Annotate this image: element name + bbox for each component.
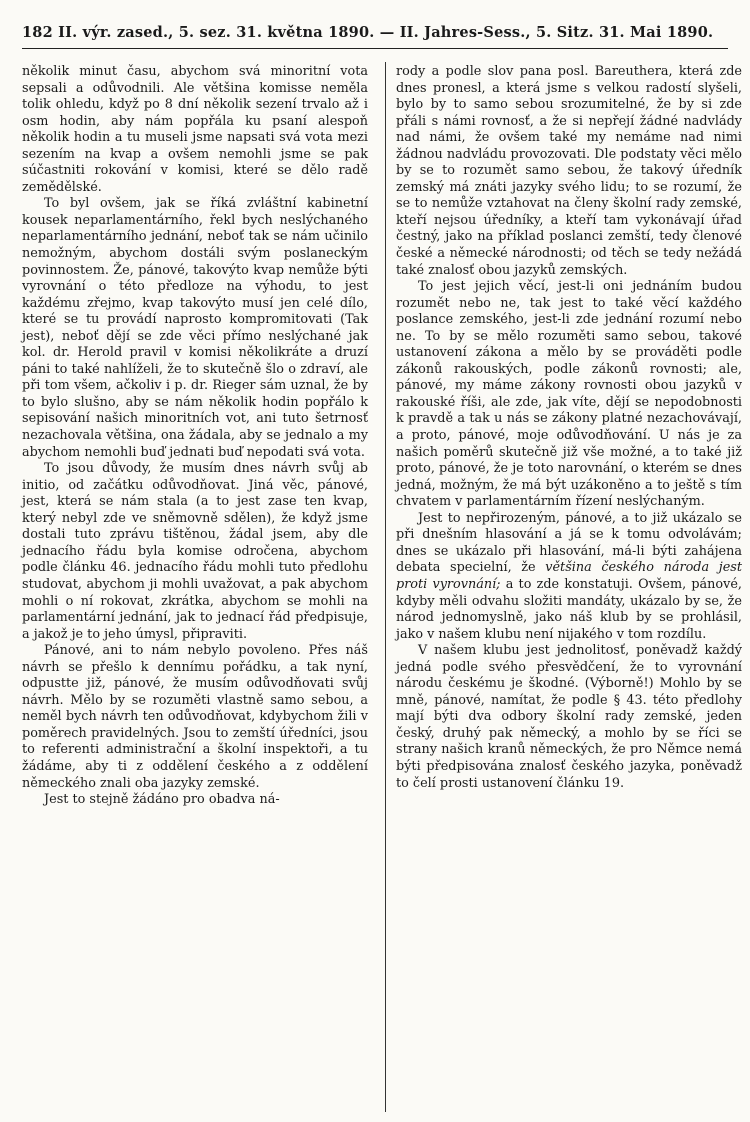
left-column xyxy=(22,64,368,809)
paragraph: V našem klubu jest jednolitosť, poněvadž každý jedná podle svého přesvědčení, že to vyrovnání národu českému je škodné. (Výborně!) Mohlo by se mně, pánové, namítat, že podle § 43. této předlohy mají býti dva odbory školní rady zemské, jeden český, druhý pak německý, a mohlo by se říci se strany našich kranů německých, že pro Němce nemá býti předpisována znalosť českého jazyka, poněvadž to čelí prosti ustanovení článku 19. xyxy=(396,643,742,791)
right-column xyxy=(396,64,742,792)
paragraph: To byl ovšem, jak se říká zvláštní kabinetní kousek neparlamentárního, řekl bych neslýchaného neparlamentárního jednání, neboť tak se nám učinilo nemožným, abychom dostáli svým poslaneckým povinnostem. Že, pánové, takovýto kvap nemůže býti vyrovnání o této předloze na výhodu, to jest každému zřejmo, kvap takovýto musí jen celé dílo, které se tu provádí naprosto kompromitovati (Tak jest), neboť dějí se zde věci přímo neslýchané jak kol. dr. Herold pravil v komisi několikráte a druzí páni to také nahlíželi, že to skutečně šlo o zdraví, ale při tom všem, ačkoliv i p. dr. Rieger sám uznal, že by to bylo slušno, aby se nám několik hodin popřálo k sepisování našich minoritních vot, ani tuto šetrnosť nezachovala většina, ona žádala, aby se jednalo a my abychom nemohli buď jednati buď nepodati svá vota. xyxy=(22,196,368,460)
paragraph: několik minut času, abychom svá minoritní vota sepsali a odůvodnili. Ale většina komisse neměla tolik ohledu, když po 8 dní několik sezení trvalo až i osm hodin, aby nám popřála ku psaní alespoň několik hodin a tu museli jsme napsati svá vota mezi sezením na kvap a ovšem nemohli jsme se pak súčastniti rokování v komisi, které se dělo radě zemědělské. xyxy=(22,64,368,195)
emphasized-text: většina českého národa jest proti vyrovnání; xyxy=(396,560,742,592)
paragraph: Pánové, ani to nám nebylo povoleno. Přes náš návrh se přešlo k dennímu pořádku, a tak nyní, odpustte již, pánové, že musím odůvodňovati svůj návrh. Mělo by se rozuměti vlastně samo sebou, a neměl bych návrh ten odůvodňovat, kdybychom žili v poměrech pravidelných. Jsou to zemští úředníci, jsou to referenti administrační a školní inspektoři, a tu žádáme, aby ti z oddělení českého a z oddělení německého znali oba jazyky zemské. xyxy=(22,643,368,791)
running-header xyxy=(22,18,728,49)
paragraph-text: Jest to nepřirozeným, pánové, a to již ukázalo se při dnešním hlasování a já se k tomu odvolávám; dnes se ukázalo při hlasování, má-li býti zahájena debata specielní, že xyxy=(396,510,742,576)
paragraph: To jest jejich věcí, jest-li oni jednáním budou rozumět nebo ne, tak jest to také věcí každého poslance zemského, jest-li zde jednání rozumí nebo ne. To by se mělo rozuměti samo sebou, takové ustanovení zákona a mělo by se prováděti podle zákonů rakouských, podle zákonů rovnosti; ale, pánové, my máme zákony rovnosti obou jazyků v rakouské říši, ale zde, jak víte, dějí se nepodobnosti k pravdě a tak u nás se zákony platné nezachovávají, a proto, pánové, moje odůvodňování. U nás je za našich poměrů skutečně již vše možné, a to také již proto, pánové, že je toto narovnání, o kterém se dnes jedná, možným, že má být uzákoněno a to ještě s tím chvatem v parlamentárním řízení neslýchaným. xyxy=(396,279,742,510)
paragraph: Jest to stejně žádáno pro obadva ná- xyxy=(44,792,280,808)
paragraph: To jsou důvody, že musím dnes návrh svůj ab initio, od začátku odůvodňovat. Jiná věc, pánové, jest, která se nám stala (a to jest zase ten kvap, který nebyl zde ve sněmovně sdělen), že když jsme dostali tuto zprávu tištěnou, žádal jsem, aby dle jednacího řádu byla komise odročena, abychom podle článku 46. jednacího řádu mohli tuto předlohu studovat, abychom ji mohli uvažovat, a pak abychom mohli o ní rokovat, zkrátka, abychom se mohli na parlamentární jednání, jak to jednací řád předpisuje, a jakož je to jeho úmysl, připraviti. xyxy=(22,461,368,642)
paragraph-text: a to zde konstatuji. Ovšem, pánové, kdyby měli odvahu složiti mandáty, ukázalo by se, že národ jednomyslně, jako náš klub by se prohlásil, jako v našem klubu není nijakého v tom rozdílu. xyxy=(396,576,743,642)
column-divider xyxy=(385,62,386,1112)
paragraph xyxy=(396,511,742,643)
header-text: 182 II. výr. zased., 5. sez. 31. května 1890. — II. Jahres-Sess., 5. Sitz. 31. Mai 1890. xyxy=(22,24,714,41)
paragraph: rody a podle slov pana posl. Bareuthera, která zde dnes pronesl, a která jsme s velkou radostí slyšeli, bylo by to samo sebou srozumitelné, že by si zde přáli s námi rovnosť, a že si nepřejí žádné nadvlády nad námi, že ovšem také my nemáme nad nimi žádnou nadvládu provozovati. Dle podstaty věci mělo by se to rozumět samo sebou, že takový úředník zemský má znáti jazyky svého lidu; to se rozumí, že se to nemůže vztahovat na členy školní rady zemské, kteří nejsou úředníky, a kteří tam vykonávají úřad čestný, jako na příklad poslanci zemští, tedy členové české a německé národnosti; od těch se tedy nežádá také znalosť obou jazyků zemských. xyxy=(396,64,742,278)
